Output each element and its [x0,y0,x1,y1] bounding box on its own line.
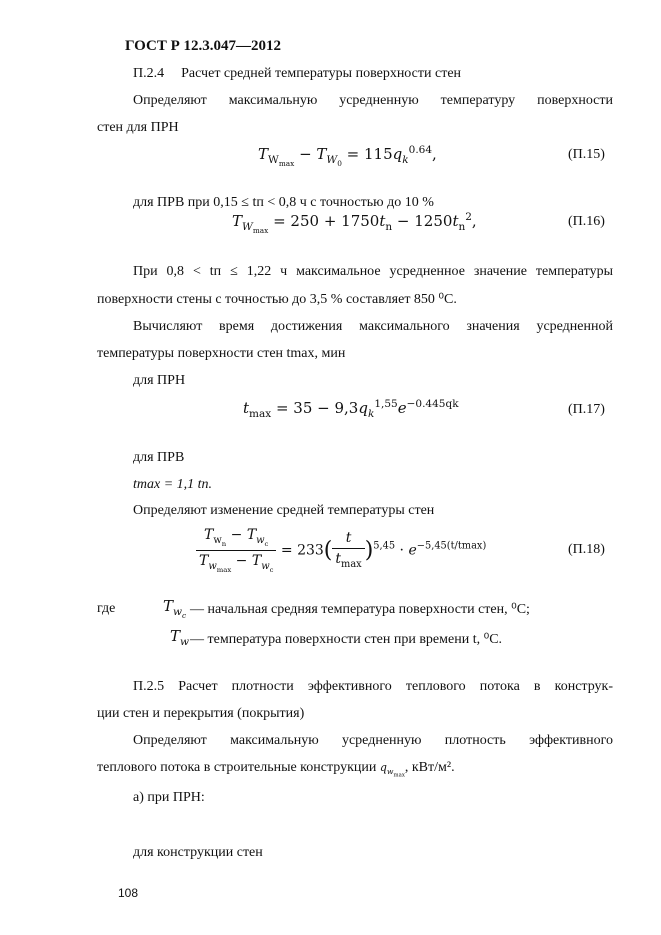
equation-p15: $T_{W_{max}} - T_{W_0} = 115q_k^{0.64}$, [258,144,437,169]
paragraph-line: для ПРВ [133,450,185,465]
paragraph-line: поверхности стены с точностью до 3,5 % составляет 850 ⁰С. [97,292,457,307]
equation-label: (П.18) [568,542,605,557]
section-number: П.2.5 [133,679,165,694]
where-symbol: $T_{w_c}$ [163,597,187,621]
equation-label: (П.17) [568,402,605,417]
eq-exponent: 5,45 [373,540,396,552]
eq-coef: 115 [364,145,393,163]
section-heading-2-5 [133,679,613,695]
equation-label: (П.15) [568,147,605,162]
eq-fraction: $\frac{T_{w_n} - T_{w_c}}{T_{w_{max}} - T_{w_c}}$ [196,527,276,574]
equation-p16: $T_{W_{max}} = 250 + 1750t_n - 1250t_n^2$, [232,211,477,236]
paragraph-line: температуры поверхности стен tmax, мин [97,346,346,361]
eq-exponent: −5,45(t/tmax) [416,540,487,552]
paragraph-line: для ПРН [133,373,186,388]
paragraph-line: стен для ПРН [97,120,179,135]
eq-term: 1750 [341,212,380,230]
paragraph-line: Вычисляют время достижения максимального значения усредненной [133,319,613,334]
eq-term: 250 [290,212,320,230]
paragraph-line: При 0,8 < tп ≤ 1,22 ч максимальное усредненное значение температуры [133,264,613,279]
inline-symbol: $q_{w_{max}}$ [379,761,405,779]
eq-exponent: 1,55 [374,398,398,410]
where-desc: — начальная средняя температура поверхности стен, ⁰С; [190,602,530,617]
page-number: 108 [118,886,139,900]
page-header-title: ГОСТ Р 12.3.047—2012 [125,38,282,54]
section-title: Расчет плотности эффективного теплового потока в конструк- [178,679,613,694]
paragraph-line: для конструкции стен [133,845,263,860]
eq-term: 233 [297,542,324,559]
section-title: Расчет средней температуры поверхности стен [181,66,462,81]
paragraph-line: Определяют максимальную усредненную температуру поверхности [133,93,613,108]
where-label: где [97,601,116,616]
where-desc: — температура поверхности стен при времени t, ⁰С. [190,632,503,647]
paragraph-line [97,760,455,779]
eq-exponent: 0.64 [408,144,433,156]
unit-text: , кВт/м². [404,760,455,775]
paragraph-line: tmax = 1,1 tп. [133,477,213,492]
paragraph-line: Определяют максимальную усредненную плотность эффективного [133,733,613,748]
paragraph-line: ции стен и перекрытия (покрытия) [97,706,305,721]
eq-term: 35 [293,399,313,417]
paragraph-text: теплового потока в строительные конструкции [97,760,377,775]
equation-p18: $\frac{T_{w_n} - T_{w_c}}{T_{w_{max}} - T_{w_c}}$ = 233( $\frac{t}{t_{max}}$ )$^{5,45} \cdot e^{-5,45(t/tmax)}$ [196,527,486,574]
equation-label: (П.16) [568,214,605,229]
eq-fraction: $\frac{t}{t_{max}}$ [332,530,364,570]
paragraph-line: Определяют изменение средней температуры стен [133,503,435,518]
eq-term: 1250 [414,212,453,230]
where-symbol: $T_w$ [170,627,190,648]
paragraph-line: а) при ПРН: [133,790,205,805]
section-heading-2-4 [133,66,461,82]
eq-exponent: −0.445qk [406,398,459,410]
section-number: П.2.4 [133,66,165,81]
paragraph-line: для ПРВ при 0,15 ≤ tп < 0,8 ч с точностью до 10 % [133,195,434,210]
eq-term: 9,3 [334,399,359,417]
equation-p17: $t_{max} = 35 - 9,3q_k^{1,55}e^{-0.445qk}$ [243,398,459,420]
